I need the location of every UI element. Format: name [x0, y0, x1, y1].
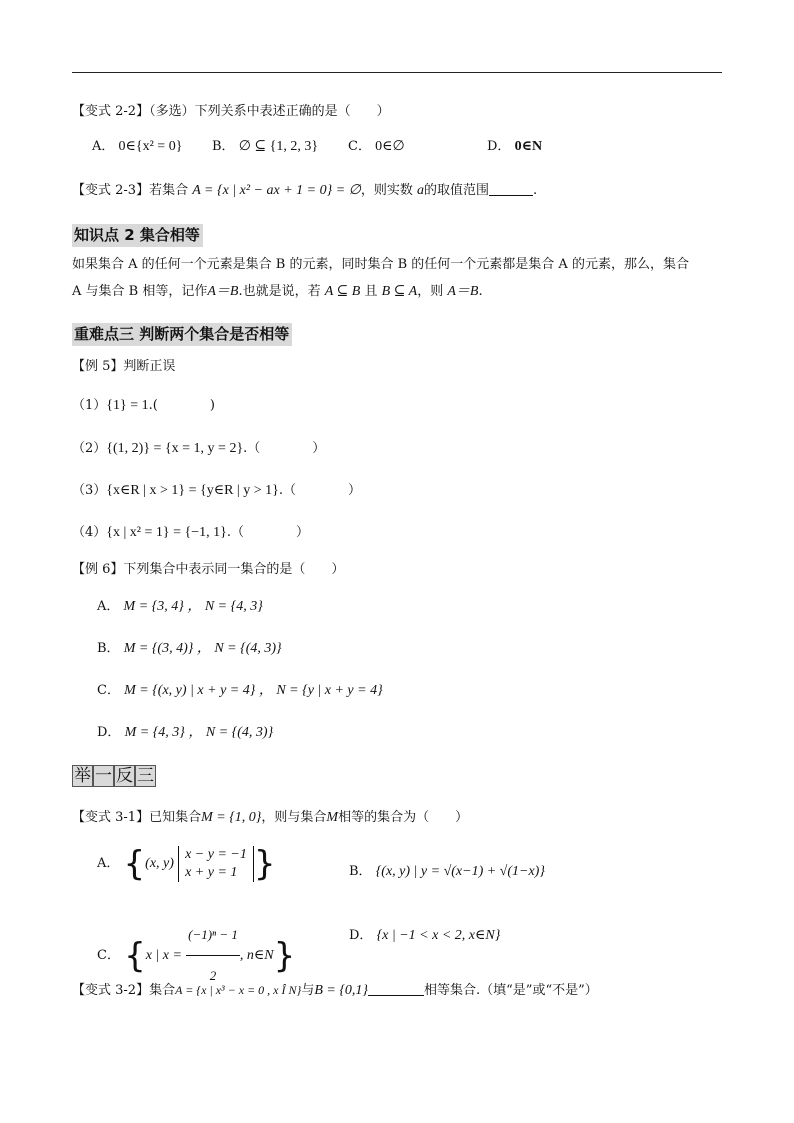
example-5-item-1: （1）{1} = 1.( )	[72, 398, 215, 413]
section-heading-knowledge-2: 知识点 2 集合相等	[72, 224, 203, 247]
option-a: A． 0∈{x² = 0}	[92, 139, 183, 154]
paragraph-line: 如果集合 A 的任何一个元素是集合 B 的元素，同时集合 B 的任何一个元素都是集合 A 的元素，那么，集合	[72, 257, 689, 272]
example-6-option-d: D． M = {4, 3} ， N = {(4, 3)}	[97, 725, 274, 740]
section-heading-key-point-3: 重难点三 判断两个集合是否相等	[72, 323, 292, 346]
example-6-option-b: B． M = {(3, 4)} ， N = {(4, 3)}	[97, 641, 282, 656]
variant-3-2-question: 【变式 3-2】集合A = {x | x³ − x = 0 , x Î N}与B = {0,1} 相等集合.（填“是”或“不是”）	[72, 983, 598, 998]
variant-3-1-option-a: A． {(x, y) x − y = −1 x + y = 1 }	[97, 844, 276, 884]
example-6-title: 【例 6】下列集合中表示同一集合的是（ ）	[72, 562, 345, 577]
example-5-item-4: （4）{x | x² = 1} = {−1, 1}.（ ）	[72, 525, 309, 540]
example-5-item-2: （2）{(1, 2)} = {x = 1, y = 2}.（ ）	[72, 441, 326, 456]
header-rule	[72, 72, 722, 73]
answer-blank[interactable]	[368, 995, 424, 996]
variant-3-1-question: 【变式 3-1】已知集合M = {1, 0}，则与集合M相等的集合为（ ）	[72, 810, 469, 825]
example-5-title: 【例 5】判断正误	[72, 359, 176, 374]
option-d: D． 0∈N	[487, 139, 543, 154]
example-5-item-3: （3）{x∈R | x > 1} = {y∈R | y > 1}.（ ）	[72, 483, 361, 498]
variant-3-1-option-d: D． {x | −1 < x < 2, x∈N}	[349, 928, 501, 943]
question-text: （多选）下列关系中表述正确的是（ ）	[149, 104, 390, 119]
variant-tag: 【变式 2-2】	[72, 104, 150, 119]
variant-3-1-option-b: B． {(x, y) | y = √(x−1) + √(1−x)}	[349, 864, 545, 879]
variant-3-1-option-c: C． {x | x = $\frac{\text{(−1)ⁿ − 1}}{2}$ , n∈N}	[97, 915, 295, 996]
juyi-fansan-banner: 举 一 反 三	[74, 766, 154, 786]
paragraph-line: A 与集合 B 相等，记作A＝B.也就是说，若 A ⊆ B 且 B ⊆ A，则 A＝B.	[72, 284, 483, 299]
variant-2-2-question	[72, 102, 390, 122]
answer-blank[interactable]	[489, 195, 533, 196]
variant-2-3-question: 【变式 2-3】若集合 A = {x | x² − ax + 1 = 0} = ∅，则实数 a的取值范围 .	[72, 183, 538, 198]
option-c: C． 0∈∅	[348, 139, 405, 154]
example-6-option-a: A． M = {3, 4} ， N = {4, 3}	[97, 599, 263, 614]
set-a-definition: A = {x | x² − ax + 1 = 0} = ∅	[192, 183, 361, 198]
option-b: B． ∅ ⊆ {1, 2, 3}	[212, 139, 319, 154]
example-6-option-c: C． M = {(x, y) | x + y = 4} ， N = {y | x + y = 4}	[97, 683, 383, 698]
